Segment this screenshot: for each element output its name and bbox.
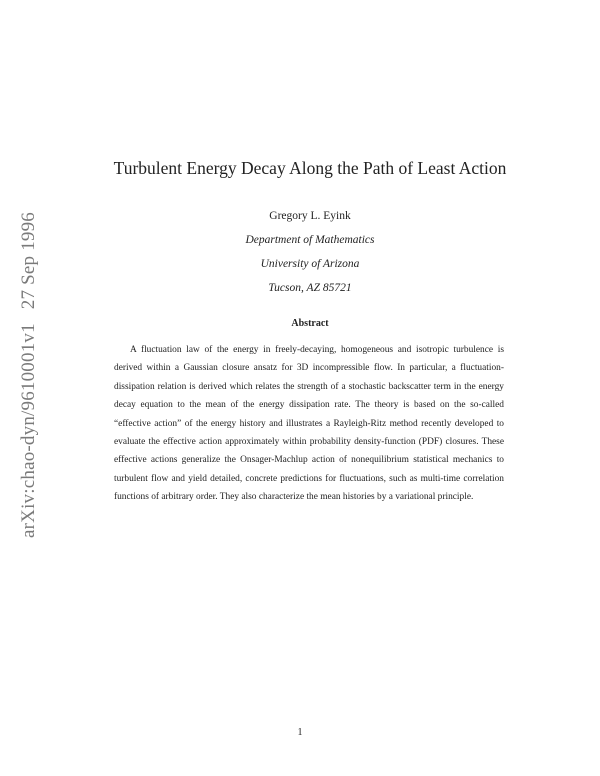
abstract-heading: Abstract <box>291 318 329 329</box>
author-location: Tucson, AZ 85721 <box>268 282 352 294</box>
author-department: Department of Mathematics <box>245 234 375 246</box>
arxiv-date: 27 Sep 1996 <box>18 211 39 310</box>
arxiv-stamp <box>18 212 40 538</box>
author-name: Gregory L. Eyink <box>269 210 351 222</box>
page-number: 1 <box>297 727 303 738</box>
arxiv-identifier: arXiv:chao-dyn/9610001v1 <box>18 323 39 539</box>
paper-title: Turbulent Energy Decay Along the Path of Least Action <box>113 158 507 178</box>
abstract-body: A fluctuation law of the energy in freely-decaying, homogeneous and isotropic turbulence is derived within a Gaussian closure ansatz for 3D incompressible flow. In particular, a fluctuation-dissipation relation is derived which relates the strength of a stochastic backscatter term in the energy decay equation to the mean of the energy dissipation rate. The theory is based on the so-called “effective action” of the energy history and illustrates a Rayleigh-Ritz method recently developed to evaluate the effective action approximately within probability density-function (PDF) closures. These effective actions generalize the Onsager-Machlup action of nonequilibrium statistical mechanics to turbulent flow and yield detailed, concrete predictions for fluctuations, such as multi-time correlation functions of arbitrary order. They also characterize the mean histories by a variational principle. <box>114 345 504 503</box>
author-block <box>110 204 510 300</box>
author-university: University of Arizona <box>260 258 360 270</box>
